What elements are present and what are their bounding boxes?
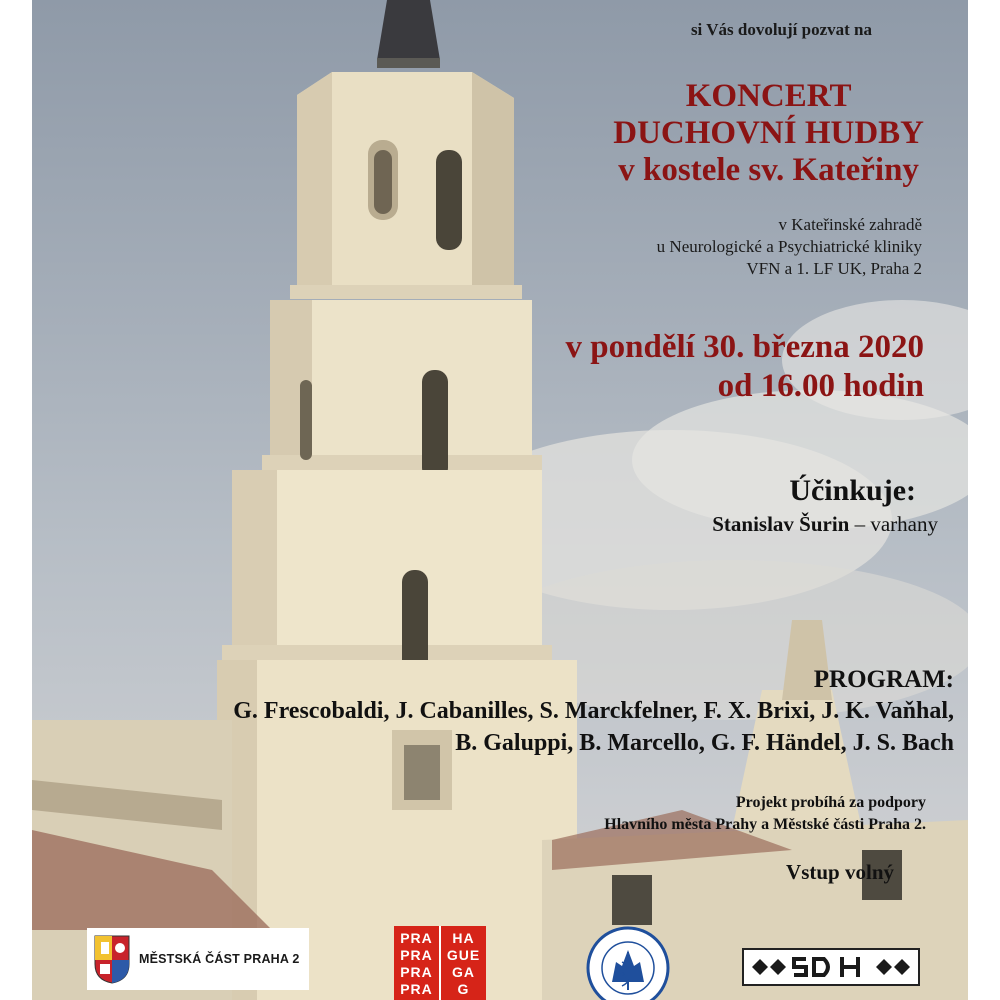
mestska-cast-praha-2-logo bbox=[87, 928, 309, 990]
title-line-2: DUCHOVNÍ HUDBY bbox=[613, 115, 924, 151]
praha-text: PRA bbox=[400, 930, 433, 946]
title-line-1: KONCERT bbox=[685, 78, 852, 114]
support-note bbox=[604, 792, 926, 836]
venue-line-3: VFN a 1. LF UK, Praha 2 bbox=[746, 259, 922, 278]
performer-role: – varhany bbox=[849, 512, 938, 536]
free-entry-note: Vstup volný bbox=[786, 860, 894, 884]
performer-line bbox=[712, 512, 938, 537]
sdh-logo-mark bbox=[746, 952, 916, 982]
praha-text: G bbox=[457, 981, 470, 997]
program-heading: PROGRAM: bbox=[813, 666, 954, 693]
event-datetime bbox=[566, 328, 924, 406]
praha-logo bbox=[394, 926, 486, 1000]
coat-of-arms-icon bbox=[93, 934, 131, 984]
concert-title bbox=[613, 78, 924, 189]
praha-text: GA bbox=[452, 964, 475, 980]
praha-logo-right bbox=[441, 926, 486, 1000]
program-composers-line-1: G. Frescobaldi, J. Cabanilles, S. Marckfelner, F. X. Brixi, J. K. Vaňhal, bbox=[233, 698, 954, 724]
praha-text: HA bbox=[452, 930, 475, 946]
performers-heading: Účinkuje: bbox=[789, 474, 916, 507]
event-time: od 16.00 hodin bbox=[717, 368, 924, 404]
praha-text: PRA bbox=[400, 981, 433, 997]
vfn-hospital-logo bbox=[582, 922, 674, 1000]
praha-text: PRA bbox=[400, 964, 433, 980]
mc2-label: MĚSTSKÁ ČÁST PRAHA 2 bbox=[139, 952, 300, 966]
performer-name: Stanislav Šurin bbox=[712, 512, 850, 536]
support-line-2: Hlavního města Prahy a Městské části Praha 2. bbox=[604, 816, 926, 833]
sdh-logo bbox=[742, 948, 920, 986]
event-date: v pondělí 30. března 2020 bbox=[565, 329, 924, 365]
venue-details bbox=[657, 214, 922, 280]
praha-text: PRA bbox=[400, 947, 433, 963]
poster bbox=[32, 0, 968, 1000]
venue-line-1: v Kateřinské zahradě bbox=[778, 215, 922, 234]
support-line-1: Projekt probíhá za podpory bbox=[735, 794, 926, 811]
invitation-line: si Vás dovolují pozvat na bbox=[690, 20, 872, 39]
praha-logo-left bbox=[394, 926, 439, 1000]
title-line-3: v kostele sv. Kateřiny bbox=[618, 152, 919, 188]
praha-text: GUE bbox=[446, 947, 481, 963]
venue-line-2: u Neurologické a Psychiatrické kliniky bbox=[656, 237, 922, 256]
program-composers-line-2: B. Galuppi, B. Marcello, G. F. Händel, J. S. Bach bbox=[455, 730, 954, 756]
